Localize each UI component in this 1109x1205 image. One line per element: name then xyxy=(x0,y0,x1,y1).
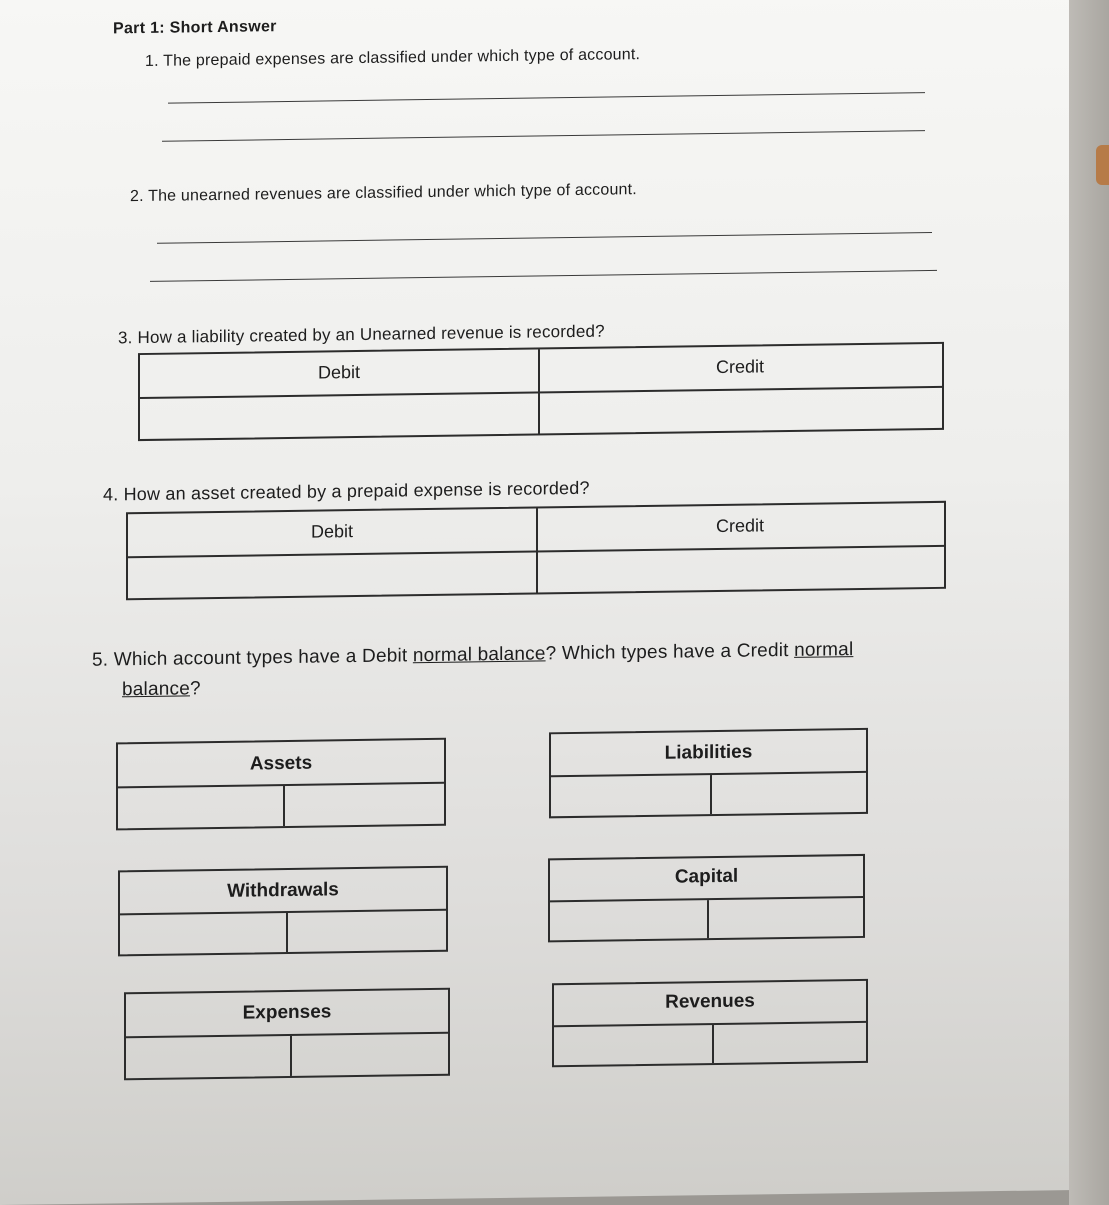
question-5-text: ? xyxy=(189,678,201,700)
question-1: 1. The prepaid expenses are classified under which type of account. xyxy=(145,46,641,70)
part-heading: Part 1: Short Answer xyxy=(113,18,277,38)
credit-side-cell[interactable] xyxy=(288,911,446,952)
t-account-liabilities xyxy=(549,728,868,818)
credit-side-cell[interactable] xyxy=(709,898,863,938)
underlined-term: balance xyxy=(122,678,190,701)
capital-label: Capital xyxy=(674,865,739,888)
t-account-revenues xyxy=(552,979,868,1067)
question-5-text: 5. Which account types have a Debit xyxy=(92,645,413,671)
debit-credit-table xyxy=(138,342,944,441)
debit-answer-cell[interactable] xyxy=(140,393,538,439)
credit-side-cell[interactable] xyxy=(292,1034,448,1076)
debit-label: Debit xyxy=(317,361,361,383)
underlined-term: normal balance xyxy=(412,643,546,667)
question-4: 4. How an asset created by a prepaid expense is recorded? xyxy=(103,477,590,505)
underlined-term: normal xyxy=(794,639,854,661)
question-3: 3. How a liability created by an Unearned revenue is recorded? xyxy=(118,321,605,348)
credit-side-cell[interactable] xyxy=(285,784,444,826)
question-5-continued xyxy=(122,678,201,701)
debit-side-cell[interactable] xyxy=(126,1036,290,1078)
expenses-label: Expenses xyxy=(242,1001,332,1024)
binder-clip xyxy=(1096,145,1109,185)
answer-line[interactable] xyxy=(162,130,925,142)
t-account-capital xyxy=(548,854,865,942)
revenues-label: Revenues xyxy=(665,990,755,1013)
debit-side-cell[interactable] xyxy=(120,913,286,954)
debit-answer-cell[interactable] xyxy=(128,553,536,599)
answer-line[interactable] xyxy=(168,92,925,104)
t-account-assets xyxy=(116,738,446,831)
debit-side-cell[interactable] xyxy=(550,900,707,940)
credit-answer-cell[interactable] xyxy=(540,388,942,434)
debit-side-cell[interactable] xyxy=(554,1025,712,1065)
answer-line[interactable] xyxy=(157,232,932,244)
question-5 xyxy=(92,639,853,672)
credit-answer-cell[interactable] xyxy=(538,547,944,593)
t-account-expenses xyxy=(124,988,450,1081)
credit-label: Credit xyxy=(715,356,764,378)
assets-label: Assets xyxy=(249,752,313,775)
credit-side-cell[interactable] xyxy=(712,773,866,814)
debit-side-cell[interactable] xyxy=(551,775,710,816)
question-2: 2. The unearned revenues are classified under which type of account. xyxy=(130,181,637,206)
liabilities-label: Liabilities xyxy=(664,741,753,764)
credit-label: Credit xyxy=(715,515,764,537)
debit-label: Debit xyxy=(310,521,354,542)
credit-side-cell[interactable] xyxy=(714,1023,866,1063)
debit-side-cell[interactable] xyxy=(118,786,283,828)
question-5-text: ? Which types have a Credit xyxy=(545,639,795,665)
t-account-withdrawals xyxy=(118,866,448,957)
withdrawals-label: Withdrawals xyxy=(227,879,339,902)
answer-line[interactable] xyxy=(150,270,937,282)
debit-credit-table xyxy=(126,501,946,600)
